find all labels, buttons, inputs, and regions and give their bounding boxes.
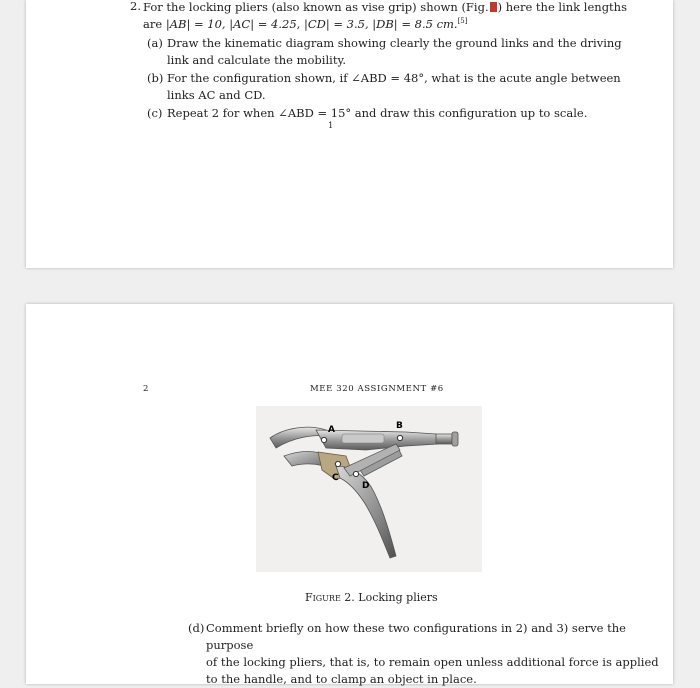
part-d-line-1: Comment briefly on how these two configurations in 2) and 3) serve the purpose — [206, 621, 626, 652]
part-a-line-1: Draw the kinematic diagram showing clearly the ground links and the driving — [167, 36, 622, 50]
locking-pliers-photo — [256, 406, 482, 572]
pivot-a — [321, 437, 326, 442]
intro-line-2-prefix: are — [143, 17, 163, 31]
part-c-line-1: Repeat 2 for when ∠ABD = 15° and draw this configuration up to scale. — [167, 106, 588, 120]
brand-plate — [342, 434, 384, 443]
question-lengths — [143, 16, 663, 33]
pivot-b — [397, 435, 402, 440]
adjusting-knob — [452, 432, 458, 446]
part-c-text — [167, 105, 667, 122]
label-b: B — [396, 421, 403, 431]
part-a-label: (a) — [147, 36, 163, 50]
part-a-line-2: link and calculate the mobility. — [167, 53, 347, 67]
figure-caption — [305, 591, 438, 604]
document-page-2 — [26, 304, 673, 684]
figure-reference-box[interactable] — [490, 2, 497, 12]
page-header: MEE 320 ASSIGNMENT #6 — [310, 384, 444, 394]
part-b-line-2: links AC and CD. — [167, 88, 266, 102]
pivot-c — [335, 461, 340, 466]
part-d-line-2: of the locking pliers, that is, to remain open unless additional force is applied — [206, 655, 659, 669]
part-c-label: (c) — [147, 106, 163, 120]
adjusting-screw — [436, 434, 452, 444]
part-b-text — [167, 70, 667, 104]
part-a-text — [167, 35, 667, 69]
part-b-label: (b) — [147, 71, 164, 85]
label-a: A — [328, 425, 335, 435]
question-intro — [143, 0, 663, 16]
lower-handle — [336, 466, 396, 558]
label-d: D — [362, 481, 370, 491]
document-page-1 — [26, 0, 673, 268]
marks: [5] — [457, 17, 468, 25]
intro-line-1-end: ) here the link lengths — [497, 0, 627, 14]
label-c: C — [332, 473, 339, 483]
page-number: 1 — [328, 121, 334, 131]
pivot-d — [353, 471, 358, 476]
pliers-drawing — [256, 406, 482, 572]
intro-line-1: For the locking pliers (also known as vise grip) shown (Fig. — [143, 0, 489, 14]
part-d-line-3: to the handle, and to clamp an object in place. — [206, 672, 477, 686]
caption-label: Figure 2. — [305, 591, 355, 604]
question-number: 2. — [130, 0, 141, 13]
part-d-label: (d) — [188, 621, 205, 635]
part-b-line-1: For the configuration shown, if ∠ABD = 48°, what is the acute angle between — [167, 71, 621, 85]
caption-text: Locking pliers — [358, 591, 438, 604]
part-d-text — [206, 620, 666, 688]
page-number: 2 — [143, 384, 149, 394]
link-lengths: |AB| = 10, |AC| = 4.25, |CD| = 3.5, |DB| = 8.5 cm. — [165, 17, 458, 31]
